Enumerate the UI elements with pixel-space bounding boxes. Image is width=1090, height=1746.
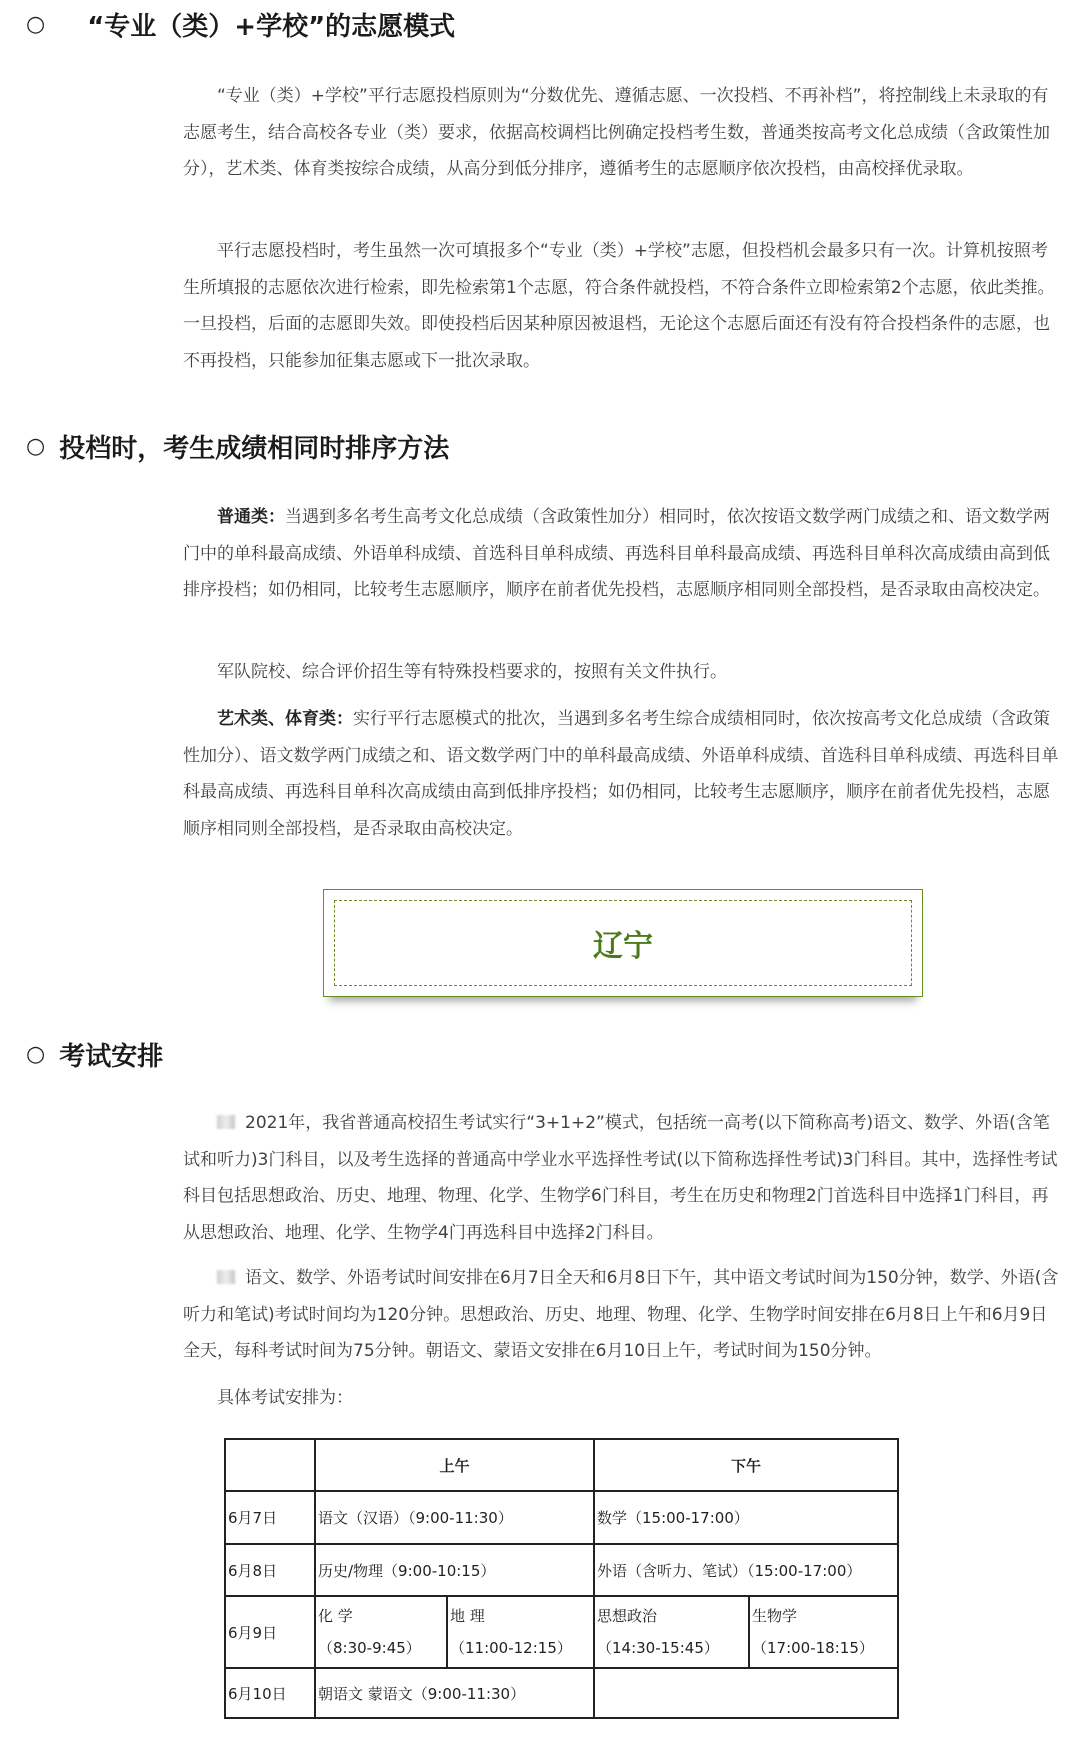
- exam-schedule-table: [224, 1438, 899, 1719]
- am-cell: 朝语文 蒙语文（9:00-11:30）: [315, 1668, 594, 1718]
- subject-time: （8:30-9:45）: [318, 1639, 421, 1657]
- paragraph: 军队院校、综合评价招生等有特殊投档要求的，按照有关文件执行。: [217, 662, 727, 682]
- subject-name: 化 学: [318, 1607, 353, 1625]
- table-row: [225, 1544, 898, 1596]
- schedule-intro: 具体考试安排为：: [217, 1388, 353, 1408]
- paragraph-label: 普通类：: [217, 507, 285, 527]
- banner-inner-frame: [334, 900, 912, 986]
- paragraph-art-sports: [183, 701, 1063, 847]
- date-cell: 6月7日: [225, 1491, 315, 1544]
- pm-cell-1: [594, 1596, 749, 1668]
- pm-cell-2: [749, 1596, 898, 1668]
- table-row: [225, 1668, 898, 1718]
- date-cell: 6月10日: [225, 1668, 315, 1718]
- bullet-icon: ○: [26, 12, 46, 37]
- section-heading-exam-schedule: [26, 1036, 163, 1073]
- section-title: 考试安排: [59, 1042, 164, 1072]
- paragraph-text: 语文、数学、外语考试时间安排在6月7日全天和6月8日下午，其中语文考试时间为150分钟，数学、外语(含听力和笔试)考试时间均为120分钟。思想政治、历史、地理、物理、化学、生物学时间安排在6月8日上午和6月9日全天，每科考试时间为75分钟。朝语文、蒙语文安排在6月10日上午，考试时间为150分钟。: [183, 1268, 1059, 1361]
- am-cell-1: [315, 1596, 447, 1668]
- province-banner: [323, 889, 923, 997]
- section-title: “专业（类）+学校”的志愿模式: [87, 12, 456, 42]
- table-row: [225, 1491, 898, 1544]
- subject-time: （17:00-18:15）: [752, 1639, 874, 1657]
- am-cell-2: [447, 1596, 594, 1668]
- paragraph: [183, 1105, 1063, 1251]
- header-pm: 下午: [594, 1439, 898, 1491]
- bullet-icon: ○: [26, 1042, 46, 1067]
- subject-time: （14:30-15:45）: [597, 1639, 719, 1657]
- banner-label: 辽宁: [593, 929, 653, 964]
- paragraph-text: 当遇到多名考生高考文化总成绩（含政策性加分）相同时，依次按语文数学两门成绩之和、语文数学两门中的单科最高成绩、外语单科成绩、首选科目单科成绩、再选科目单科最高成绩、再选科目单科次高成绩由高到低排序投档；如仍相同，比较考生志愿顺序，顺序在前者优先投档，志愿顺序相同则全部投档，是否录取由高校决定。: [183, 507, 1050, 600]
- pm-cell: [594, 1668, 898, 1718]
- header-am: 上午: [315, 1439, 594, 1491]
- table-corner-cell: [225, 1439, 315, 1491]
- paragraph: 平行志愿投档时，考生虽然一次可填报多个“专业（类）+学校”志愿，但投档机会最多只有一次。计算机按照考生所填报的志愿依次进行检索，即先检索第1个志愿，符合条件就投档，不符合条件立即检索第2个志愿，依此类推。一旦投档，后面的志愿即失效。即使投档后因某种原因被退档，无论这个志愿后面还有没有符合投档条件的志愿，也不再投档，只能参加征集志愿或下一批次录取。: [183, 241, 1055, 371]
- paragraph-text: 实行平行志愿模式的批次，当遇到多名考生综合成绩相同时，依次按高考文化总成绩（含政策性加分）、语文数学两门成绩之和、语文数学两门中的单科最高成绩、外语单科成绩、首选科目单科成绩、再选科目单科最高成绩、再选科目单科次高成绩由高到低排序投档；如仍相同，比较考生志愿顺序，顺序在前者优先投档，志愿顺序相同则全部投档，是否录取由高校决定。: [183, 709, 1059, 839]
- subject-time: （11:00-12:15）: [450, 1639, 572, 1657]
- subject-name: 生物学: [752, 1607, 798, 1625]
- paragraph-label: 艺术类、体育类：: [217, 709, 353, 729]
- subject-name: 思想政治: [597, 1607, 658, 1625]
- section-title: 投档时，考生成绩相同时排序方法: [59, 434, 450, 464]
- paragraph: [183, 1260, 1063, 1370]
- blurred-mark: [217, 1115, 235, 1129]
- am-cell: 语文（汉语）（9:00-11:30）: [315, 1491, 594, 1544]
- pm-cell: 外语（含听力、笔试）（15:00-17:00）: [594, 1544, 898, 1596]
- date-cell: 6月8日: [225, 1544, 315, 1596]
- pm-cell: 数学（15:00-17:00）: [594, 1491, 898, 1544]
- subject-name: 地 理: [450, 1607, 485, 1625]
- blurred-mark: [217, 1270, 235, 1284]
- section-heading-volunteer-mode: [26, 6, 455, 43]
- paragraph-general: [183, 499, 1063, 609]
- paragraph: “专业（类）+学校”平行志愿投档原则为“分数优先、遵循志愿、一次投档、不再补档”，将控制线上未录取的有志愿考生，结合高校各专业（类）要求，依据高校调档比例确定投档考生数，普通类按高考文化总成绩（含政策性加分），艺术类、体育类按综合成绩，从高分到低分排序，遵循考生的志愿顺序依次投档，由高校择优录取。: [183, 86, 1050, 179]
- bullet-icon: ○: [26, 434, 46, 459]
- am-cell: 历史/物理（9:00-10:15）: [315, 1544, 594, 1596]
- section-heading-tie-ranking: [26, 428, 449, 465]
- table-header-row: [225, 1439, 898, 1491]
- table-row: [225, 1596, 898, 1668]
- date-cell: 6月9日: [225, 1596, 315, 1668]
- paragraph-text: 2021年，我省普通高校招生考试实行“3+1+2”模式，包括统一高考(以下简称高考)语文、数学、外语(含笔试和听力)3门科目，以及考生选择的普通高中学业水平选择性考试(以下简称选择性考试)3门科目。其中，选择性考试科目包括思想政治、历史、地理、物理、化学、生物学6门科目，考生在历史和物理2门首选科目中选择1门科目，再从思想政治、地理、化学、生物学4门再选科目中选择2门科目。: [183, 1113, 1058, 1243]
